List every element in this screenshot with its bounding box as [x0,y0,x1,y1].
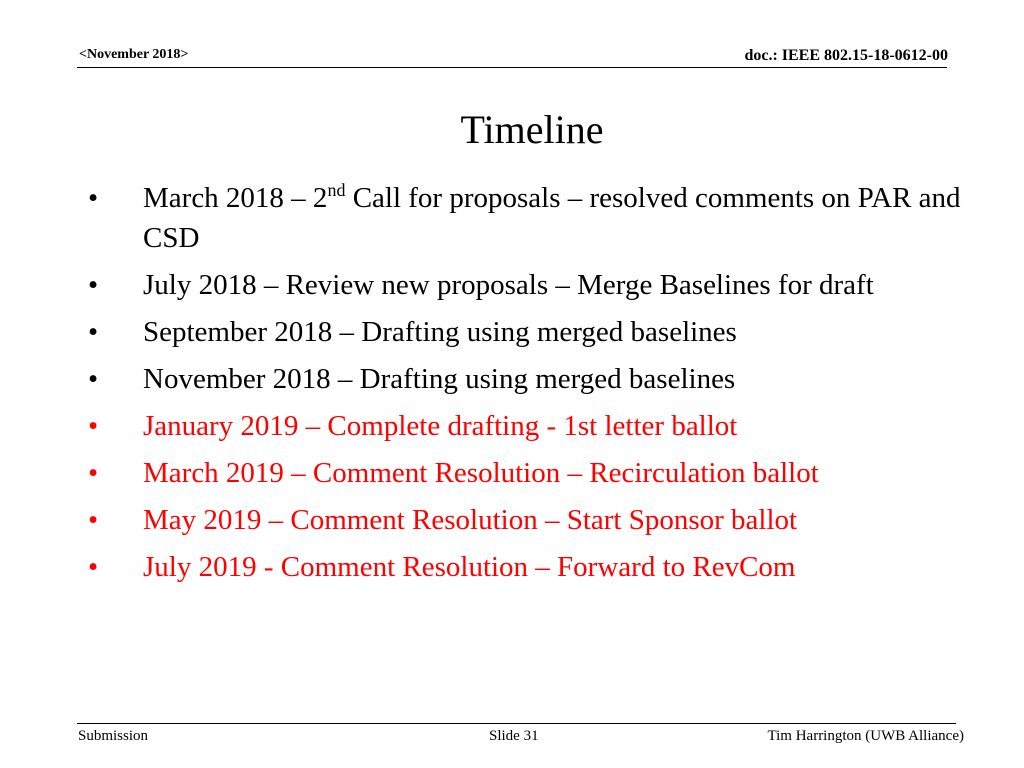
timeline-item-text-pre: March 2018 – 2 [143,182,328,214]
header-date: <November 2018> [79,47,189,62]
timeline-item-text: November 2018 – Drafting using merged baselines [143,363,736,395]
timeline-item-text: January 2019 – Complete drafting - 1st letter ballot [143,410,738,442]
bullet-icon: • [88,551,99,583]
bullet-icon: • [88,269,99,301]
bullet-icon: • [88,410,99,442]
footer-divider [77,723,956,724]
footer-submission: Submission [78,728,149,744]
timeline-list [88,178,968,594]
footer-author: Tim Harrington (UWB Alliance) [767,728,964,744]
timeline-item [88,265,968,305]
bullet-icon: • [88,457,99,489]
bullet-icon: • [88,316,99,348]
timeline-item-text: July 2019 - Comment Resolution – Forward to RevCom [143,551,796,583]
footer-slide-number: Slide 31 [489,728,539,744]
timeline-item-text: May 2019 – Comment Resolution – Start Sponsor ballot [143,504,798,536]
bullet-icon: • [88,182,99,214]
bullet-icon: • [88,363,99,395]
timeline-item-superscript: nd [327,180,346,200]
timeline-item [88,359,968,399]
header-doc-id: doc.: IEEE 802.15-18-0612-00 [744,47,948,64]
slide-title: Timeline [460,107,604,152]
timeline-item-highlighted [88,453,968,493]
bullet-icon: • [88,504,99,536]
timeline-item-highlighted [88,500,968,540]
timeline-item-highlighted [88,547,968,587]
timeline-item [88,312,968,352]
timeline-item [88,178,968,258]
timeline-item-text: July 2018 – Review new proposals – Merge Baselines for draft [143,269,874,301]
header-divider [77,67,947,68]
timeline-item-text-post: Call for proposals – resolved comments on PAR and CSD [143,182,961,254]
timeline-item-text: March 2019 – Comment Resolution – Recirculation ballot [143,457,819,489]
timeline-item-text: September 2018 – Drafting using merged baselines [143,316,737,348]
timeline-item-highlighted [88,406,968,446]
